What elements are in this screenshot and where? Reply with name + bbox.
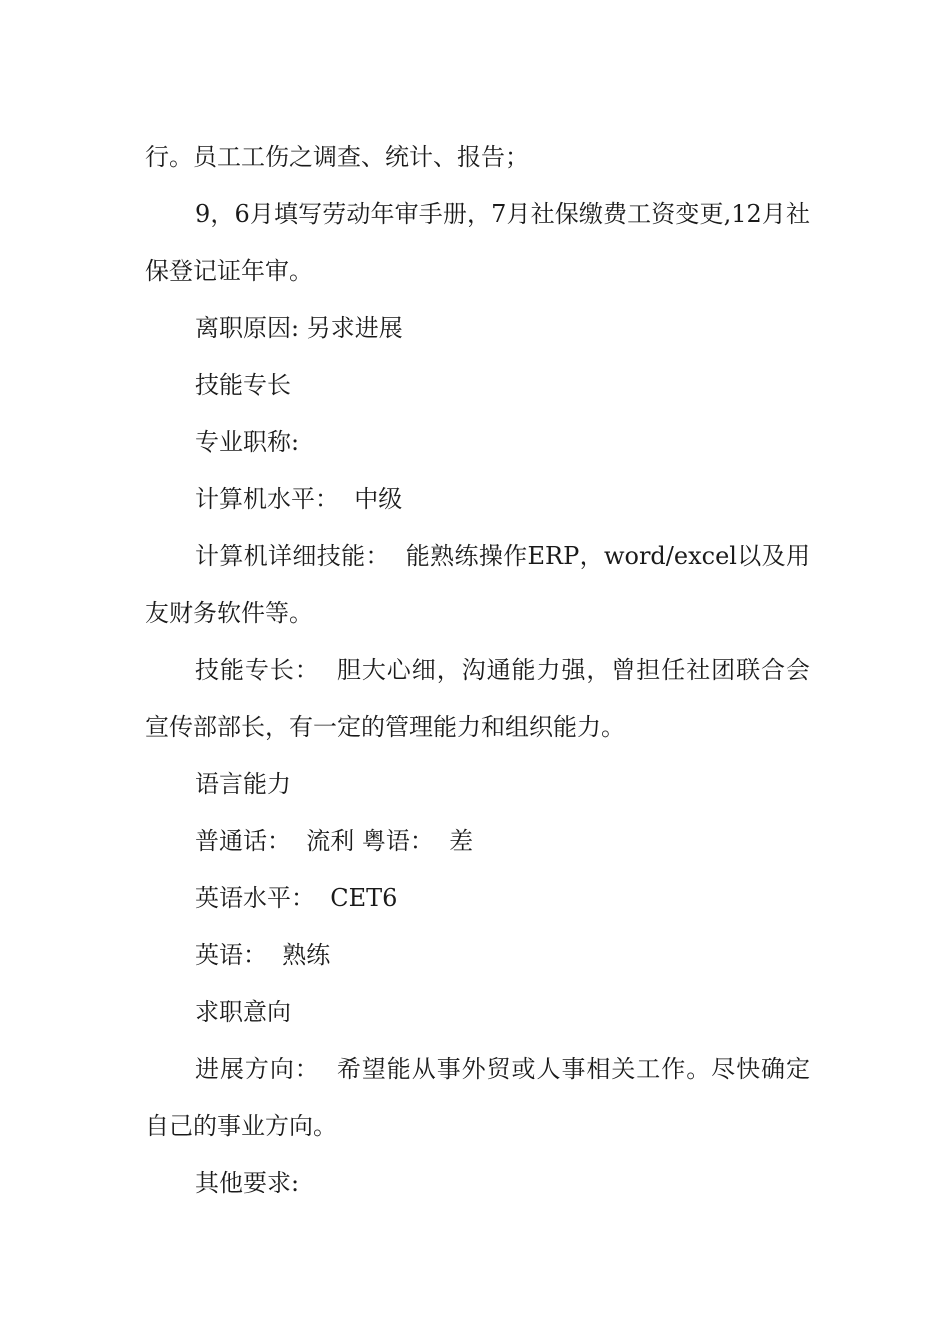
section-heading-job-intention: 求职意向 — [195, 998, 291, 1026]
paragraph-social-insurance: 9，6月填写劳动年审手册，7月社保缴费工资变更,12月社保登记证年审。 — [145, 200, 810, 285]
paragraph-skill-strengths: 技能专长： 胆大心细，沟通能力强，曾担任社团联合会宣传部部长，有一定的管理能力和组织能力。 — [145, 656, 810, 741]
section-heading-language: 语言能力 — [195, 770, 291, 798]
paragraph-other-requirements: 其他要求: — [195, 1169, 300, 1197]
paragraph-mandarin-cantonese: 普通话： 流利 粤语： 差 — [195, 827, 474, 855]
paragraph-english: 英语： 熟练 — [195, 941, 331, 969]
section-heading-skills: 技能专长 — [195, 371, 291, 399]
paragraph-career-direction: 进展方向： 希望能从事外贸或人事相关工作。尽快确定自己的事业方向。 — [145, 1055, 810, 1140]
paragraph-computer-skills: 计算机详细技能： 能熟练操作ERP，word/excel以及用友财务软件等。 — [145, 542, 810, 627]
document-body — [145, 129, 810, 1212]
paragraph-computer-level: 计算机水平： 中级 — [195, 485, 403, 513]
paragraph-english-level: 英语水平： CET6 — [195, 884, 398, 912]
paragraph-continuation: 行。员工工伤之调查、统计、报告； — [145, 143, 529, 171]
paragraph-leaving-reason: 离职原因: 另求进展 — [195, 314, 403, 342]
paragraph-professional-title: 专业职称: — [195, 428, 300, 456]
